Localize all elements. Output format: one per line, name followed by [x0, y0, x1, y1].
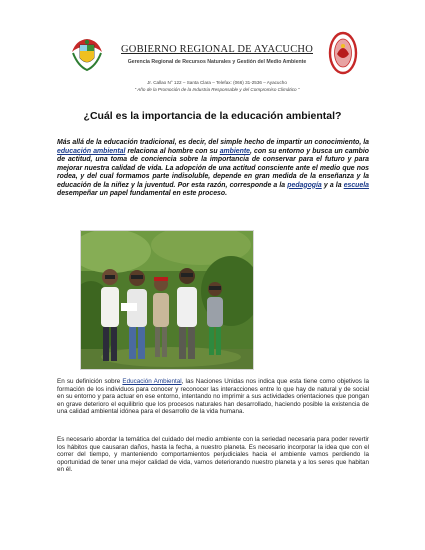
letterhead-title: GOBIERNO REGIONAL DE AYACUCHO — [121, 44, 313, 55]
link-escuela[interactable]: escuela — [343, 181, 369, 189]
body-paragraph-2: Es necesario abordar la temática del cuidado del medio ambiente con la seriedad necesaria para poder revertir los hábitos que causaran daños, hasta la fecha, a nuestro planeta. Es necesario incorporar la idea que con el correr del tiempo, y manteniendo comportamientos perjudiciales hacia el ambiente vamos perdiendo la oportunidad de tener una mejor calidad de vida, vamos deteriorando nuestro planeta y a los seres que habitan en él. — [57, 436, 369, 474]
document-title: ¿Cuál es la importancia de la educación ambiental? — [83, 110, 342, 122]
letterhead-subtitle: Gerencia Regional de Recursos Naturales y Gestión del Medio Ambiente — [127, 59, 307, 65]
intro-text: y a la — [321, 181, 344, 189]
intro-text: Más allá de la educación tradicional, es decir, del simple hecho de impartir un conocimiento, la — [57, 139, 369, 146]
intro-text: desempeñar un papel fundamental en este proceso. — [57, 190, 228, 197]
intro-paragraph — [57, 139, 369, 199]
letterhead-year-motto: “ Año de la Promoción de la Industria Responsable y del Compromiso Climático ” — [134, 87, 300, 92]
body-paragraph-1 — [57, 378, 369, 416]
link-educacion-ambiental[interactable]: educación ambiental — [57, 147, 126, 155]
photo-children-birdwatching — [80, 230, 254, 370]
letterhead-address: Jr. Callao N° 122 – Santa Clara – Telefax: (066) 31-2536 – Ayacucho — [147, 80, 287, 85]
intro-text: , con su entorno y busca un cambio de actitud, una toma de conciencia sobre la importancia de conservar para el futuro y para mejorar nuestra calidad de vida. La adopción de una actitud consciente ante el medio que nos rodea, y del cual formamos parte indisoluble, depende en gran medida de la enseñanza y la educación de la niñez y la juventud. Por esta razón, corresponde a la — [57, 147, 369, 189]
ayacucho-regional-seal-icon — [328, 30, 358, 76]
peru-coat-of-arms-icon — [70, 36, 104, 72]
paragraph-text: , las Naciones Unidas nos indica que esta tiene como objetivos la formación de los individuos para conocer y reconocer las interacciones entre lo que hay de natural y de social en su entorno y para actuar en ese entorno, intentando no imprimir a sus actividades orientaciones que pongan en grave deterioro el equilibrio que los procesos naturales han desarrollado, haciendo posible la existencia de una calidad ambiental idónea para el desarrollo de la vida humana. — [57, 378, 369, 416]
intro-text: relaciona al hombre con su — [125, 147, 220, 155]
paragraph-text: En su definición sobre — [57, 378, 123, 385]
link-ambiente[interactable]: ambiente — [219, 147, 250, 155]
link-educacion-ambiental-definicion[interactable]: Educación Ambiental — [122, 378, 182, 385]
link-pedagogia[interactable]: pedagogía — [287, 181, 322, 189]
